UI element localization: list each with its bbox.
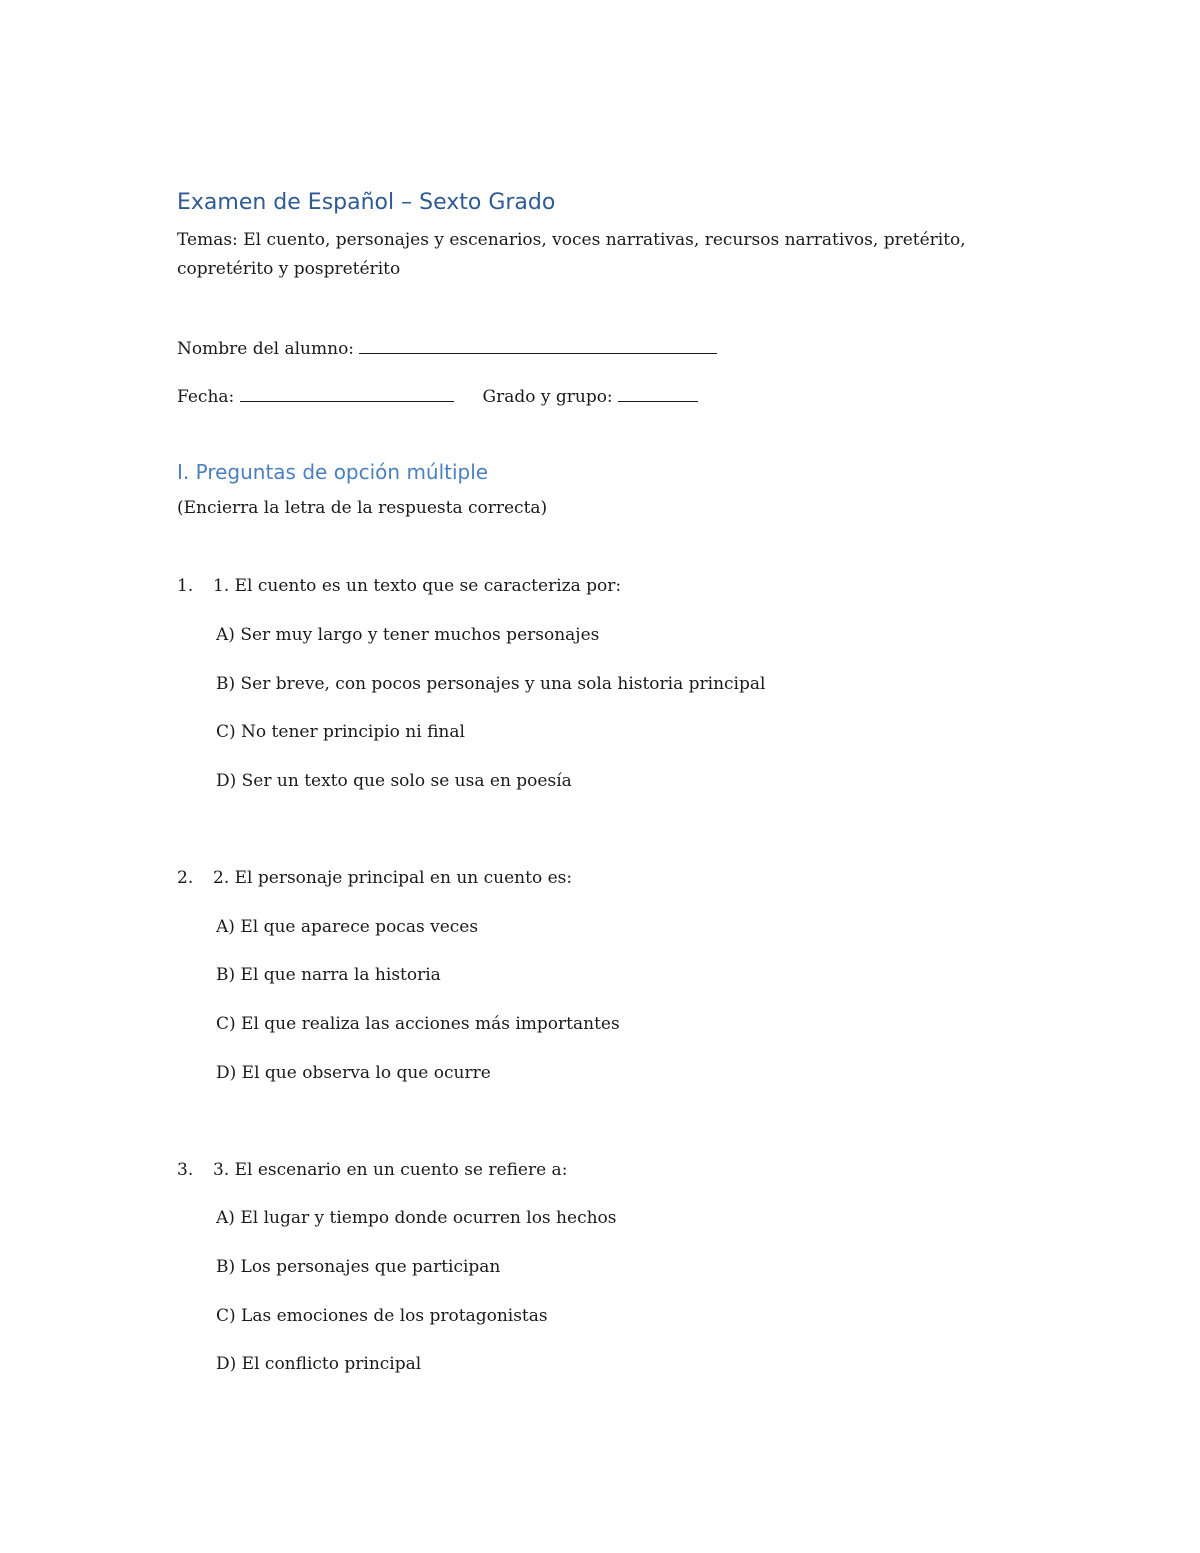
q3-option-a[interactable]: A) El lugar y tiempo donde ocurren los hechos xyxy=(216,1208,617,1228)
question-text: 2. El personaje principal en un cuento es: xyxy=(213,868,573,888)
student-name-label: Nombre del alumno: xyxy=(177,339,355,359)
exam-topics: Temas: El cuento, personajes y escenarios, voces narrativas, recursos narrativos, pretérito, copretérito y pospretérito xyxy=(177,230,966,279)
q1-option-a[interactable]: A) Ser muy largo y tener muchos personajes xyxy=(216,625,600,645)
q3-option-d[interactable]: D) El conflicto principal xyxy=(216,1354,422,1374)
q2-option-c[interactable]: C) El que realiza las acciones más importantes xyxy=(216,1014,620,1034)
group-label: Grado y grupo: xyxy=(482,387,613,407)
question-3 xyxy=(177,1156,567,1185)
date-group-field xyxy=(177,381,698,412)
q1-option-b[interactable]: B) Ser breve, con pocos personajes y una sola historia principal xyxy=(216,674,766,694)
section-heading: I. Preguntas de opción múltiple xyxy=(177,460,489,484)
question-number: 1. xyxy=(177,576,194,596)
q2-option-d[interactable]: D) El que observa lo que ocurre xyxy=(216,1063,491,1083)
question-text: 3. El escenario en un cuento se refiere a: xyxy=(213,1160,568,1180)
date-blank[interactable] xyxy=(240,381,454,402)
exam-title: Examen de Español – Sexto Grado xyxy=(177,190,556,215)
date-label: Fecha: xyxy=(177,387,235,407)
q1-option-c[interactable]: C) No tener principio ni final xyxy=(216,722,465,742)
section-instruction: (Encierra la letra de la respuesta correcta) xyxy=(177,498,548,518)
q2-option-a[interactable]: A) El que aparece pocas veces xyxy=(216,917,479,937)
question-text: 1. El cuento es un texto que se caracteriza por: xyxy=(213,576,622,596)
question-number: 2. xyxy=(177,868,194,888)
q1-option-d[interactable]: D) Ser un texto que solo se usa en poesía xyxy=(216,771,572,791)
q3-option-b[interactable]: B) Los personajes que participan xyxy=(216,1257,501,1277)
q2-option-b[interactable]: B) El que narra la historia xyxy=(216,965,441,985)
question-2 xyxy=(177,864,572,893)
question-number: 3. xyxy=(177,1160,194,1180)
q3-option-c[interactable]: C) Las emociones de los protagonistas xyxy=(216,1306,548,1326)
question-1 xyxy=(177,572,621,601)
student-name-field xyxy=(177,333,717,364)
group-blank[interactable] xyxy=(618,381,698,402)
student-name-blank[interactable] xyxy=(359,333,717,354)
